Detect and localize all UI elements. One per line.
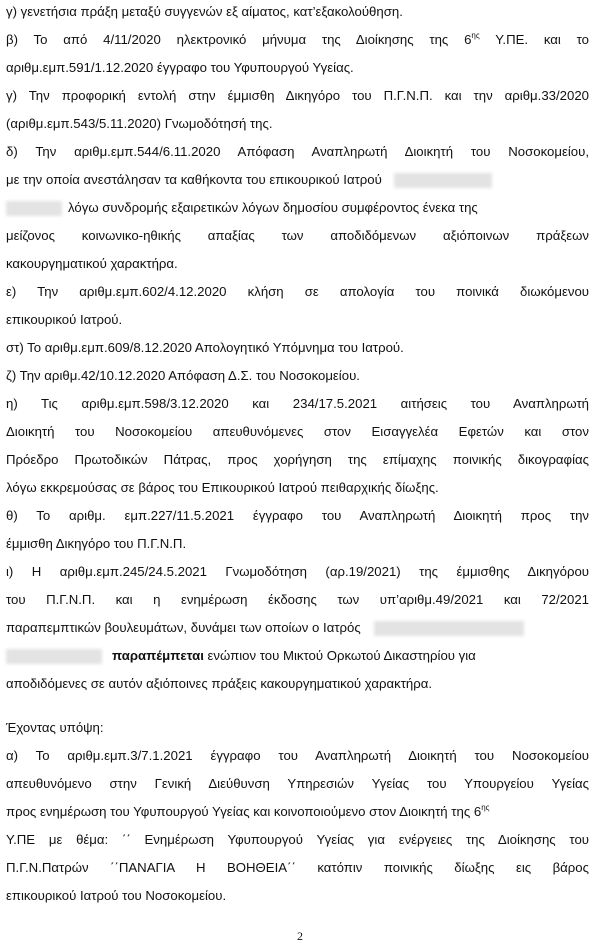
text-line: προς ενημέρωση του Υφυπουργού Υγείας και κοινοποιούμενο στον Διοικητή της $6^{\eta\varsigma}$ xyxy=(6,803,490,819)
text-line: αριθμ.εμπ.591/1.12.2020 έγγραφο του Υφυπουργού Υγείας. xyxy=(6,60,354,75)
page-number: 2 xyxy=(297,929,303,943)
text-line: η) Τις αριθμ.εμπ.598/3.12.2020 και 234/17.5.2021 αιτήσεις του Αναπληρωτή xyxy=(6,396,589,411)
text-line: θ) Το αριθμ. εμπ.227/11.5.2021 έγγραφο του Αναπληρωτή Διοικητή προς την xyxy=(6,508,589,523)
text-line: Διοικητή του Νοσοκομείου απευθυνόμενες στον Εισαγγελέα Εφετών και στον xyxy=(6,424,589,439)
text-line: α) Το αριθμ.εμπ.3/7.1.2021 έγγραφο του Αναπληρωτή Διοικητή του Νοσοκομείου xyxy=(6,748,589,763)
text-line: απευθυνόμενο στην Γενική Διεύθυνση Υπηρεσιών Υγείας του Υπουργείου Υγείας xyxy=(6,776,589,791)
text-line: ε) Την αριθμ.εμπ.602/4.12.2020 κλήση σε απολογία του ποινικά διωκόμενου xyxy=(6,284,589,299)
text-line: (αριθμ.εμπ.543/5.11.2020) Γνωμοδότησή της. xyxy=(6,116,273,131)
text-line: επικουρικού Ιατρού του Νοσοκομείου. xyxy=(6,888,227,903)
redaction-block xyxy=(6,649,102,664)
text-line: κακουργηματικού χαρακτήρα. xyxy=(6,256,178,271)
redaction-block xyxy=(394,173,492,188)
text-line: στ) Το αριθμ.εμπ.609/8.12.2020 Απολογητικό Υπόμνημα του Ιατρού. xyxy=(6,340,404,355)
section-heading: Έχοντας υπόψη: xyxy=(6,720,104,735)
text-line: Υ.ΠΕ με θέμα: ΄΄ Ενημέρωση Υφυπουργού Υγείας για ενέργειες της Διοίκησης του xyxy=(6,832,589,847)
text-line: γ) Την προφορική εντολή στην έμμισθη Δικηγόρο του Π.Γ.Ν.Π. και την αριθμ.33/2020 xyxy=(6,88,589,103)
text-line: Π.Γ.Ν.Πατρών ΄΄ΠΑΝΑΓΙΑ Η ΒΟΗΘΕΙΑ΄΄ κατόπιν ποινικής δίωξης εις βάρος xyxy=(6,860,589,875)
text-line: παραπεμπτικών βουλευμάτων, δυνάμει των οποίων ο Ιατρός xyxy=(6,619,524,636)
text-line: β) Το από 4/11/2020 ηλεκτρονικό μήνυμα της Διοίκησης της $6^{\eta\varsigma}$ Υ.ΠΕ. και το xyxy=(6,31,589,47)
emphasis-text: παραπέμπεται xyxy=(112,648,204,663)
text-line: παραπέμπεται ενώπιον του Μικτού Ορκωτού Δικαστηρίου για xyxy=(6,647,476,664)
text-line: γ) γενετήσια πράξη μεταξύ συγγενών εξ αίματος, κατ’εξακολούθηση. xyxy=(6,4,403,19)
text-line: ζ) Την αριθμ.42/10.12.2020 Απόφαση Δ.Σ. του Νοσοκομείου. xyxy=(6,368,360,383)
text-line: επικουρικού Ιατρού. xyxy=(6,312,123,327)
text-line: λόγω εκκρεμούσας σε βάρος του Επικουρικού Ιατρού πειθαρχικής δίωξης. xyxy=(6,480,439,495)
redaction-block xyxy=(6,201,62,216)
text-line: έμμισθη Δικηγόρο του Π.Γ.Ν.Π. xyxy=(6,536,187,551)
text-line: μείζονος κοινωνικο-ηθικής απαξίας των αποδιδόμενων αξιόποινων πράξεων xyxy=(6,228,589,243)
text-line: Πρόεδρο Πρωτοδικών Πάτρας, προς χορήγηση της επίμαχης ποινικής δικογραφίας xyxy=(6,452,589,467)
text-line: ι) Η αριθμ.εμπ.245/24.5.2021 Γνωμοδότηση (αρ.19/2021) της έμμισθης Δικηγόρου xyxy=(6,564,589,579)
text-line: αποδιδόμενες σε αυτόν αξιόποινες πράξεις κακουργηματικού χαρακτήρα. xyxy=(6,676,433,691)
redaction-block xyxy=(374,621,524,636)
text-line: του Π.Γ.Ν.Π. και η ενημέρωση έκδοσης των υπ’αριθμ.49/2021 και 72/2021 xyxy=(6,592,589,607)
text-line: δ) Την αριθμ.εμπ.544/6.11.2020 Απόφαση Αναπληρωτή Διοικητή του Νοσοκομείου, xyxy=(6,144,589,159)
text-line: με την οποία ανεστάλησαν τα καθήκοντα του επικουρικού Ιατρού xyxy=(6,171,492,188)
text-line: λόγω συνδρομής εξαιρετικών λόγων δημοσίου συμφέροντος ένεκα της xyxy=(6,199,478,216)
